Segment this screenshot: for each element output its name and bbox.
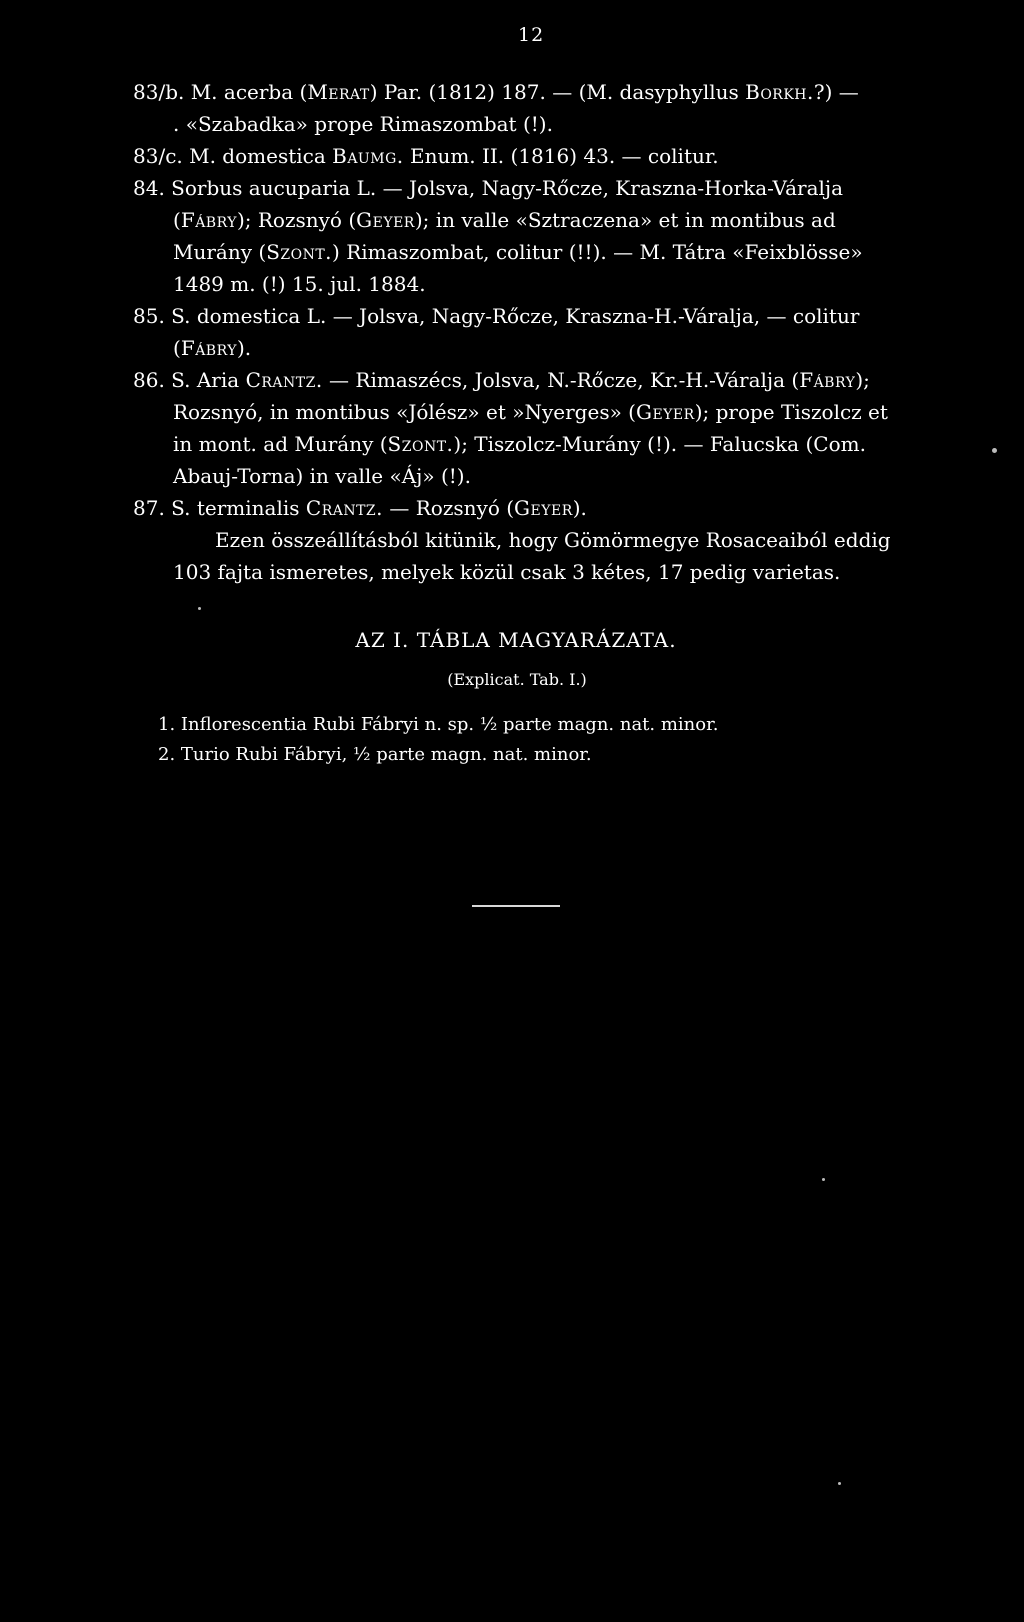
entry-85-line-1: 85. S. domestica L. — Jolsva, Nagy-Rőcze, Kraszna-H.-Váralja, — colitur — [133, 304, 860, 328]
entry-83b-line-2: . «Szabadka» prope Rimaszombat (!). — [173, 112, 553, 136]
entry-84-line-1: 84. Sorbus aucuparia L. — Jolsva, Nagy-Rőcze, Kraszna-Horka-Váralja — [133, 176, 844, 200]
species-list — [133, 76, 963, 588]
entry-84-line-4: 1489 m. (!) 15. jul. 1884. — [173, 272, 426, 296]
scan-speck — [822, 1178, 825, 1181]
divider-rule — [472, 905, 560, 907]
plate-item: 2. Turio Rubi Fábryi, ½ parte magn. nat. minor. — [158, 744, 592, 765]
scan-speck — [198, 607, 201, 610]
plate-explanation-list — [158, 710, 918, 770]
plate-explanation-title: AZ I. TÁBLA MAGYARÁZATA. — [355, 628, 677, 652]
page-number: 12 — [518, 24, 545, 46]
scan-speck — [838, 1482, 841, 1485]
entry-86-line-4: Abauj-Torna) in valle «Áj» (!). — [173, 464, 471, 488]
entry-84-line-3: Murány (Szont.) Rimaszombat, colitur (!!). — M. Tátra «Feixblösse» — [173, 240, 863, 264]
entry-83c: 83/c. M. domestica Baumg. Enum. II. (1816) 43. — colitur. — [133, 144, 719, 168]
summary-line-2: 103 fajta ismeretes, melyek közül csak 3 kétes, 17 pedig varietas. — [173, 560, 841, 584]
entry-86-line-1: 86. S. Aria Crantz. — Rimaszécs, Jolsva, N.-Rőcze, Kr.-H.-Váralja (Fábry); — [133, 368, 870, 392]
entry-84-line-2: (Fábry); Rozsnyó (Geyer); in valle «Sztraczena» et in montibus ad — [173, 208, 836, 232]
scan-speck — [992, 448, 997, 453]
entry-86-line-3: in mont. ad Murány (Szont.); Tiszolcz-Murány (!). — Falucska (Com. — [173, 432, 866, 456]
entry-87: 87. S. terminalis Crantz. — Rozsnyó (Geyer). — [133, 496, 587, 520]
entry-85-line-2: (Fábry). — [173, 336, 252, 360]
entry-83b-line-1: 83/b. M. acerba (Merat) Par. (1812) 187. — (M. dasyphyllus Borkh.?) — — [133, 80, 859, 104]
summary-line-1: Ezen összeállításból kitünik, hogy Gömörmegye Rosaceaiból eddig — [215, 528, 891, 552]
plate-explanation-subtitle: (Explicat. Tab. I.) — [447, 670, 587, 689]
entry-86-line-2: Rozsnyó, in montibus «Jólész» et »Nyerges» (Geyer); prope Tiszolcz et — [173, 400, 888, 424]
plate-item: 1. Inflorescentia Rubi Fábryi n. sp. ½ parte magn. nat. minor. — [158, 714, 719, 735]
